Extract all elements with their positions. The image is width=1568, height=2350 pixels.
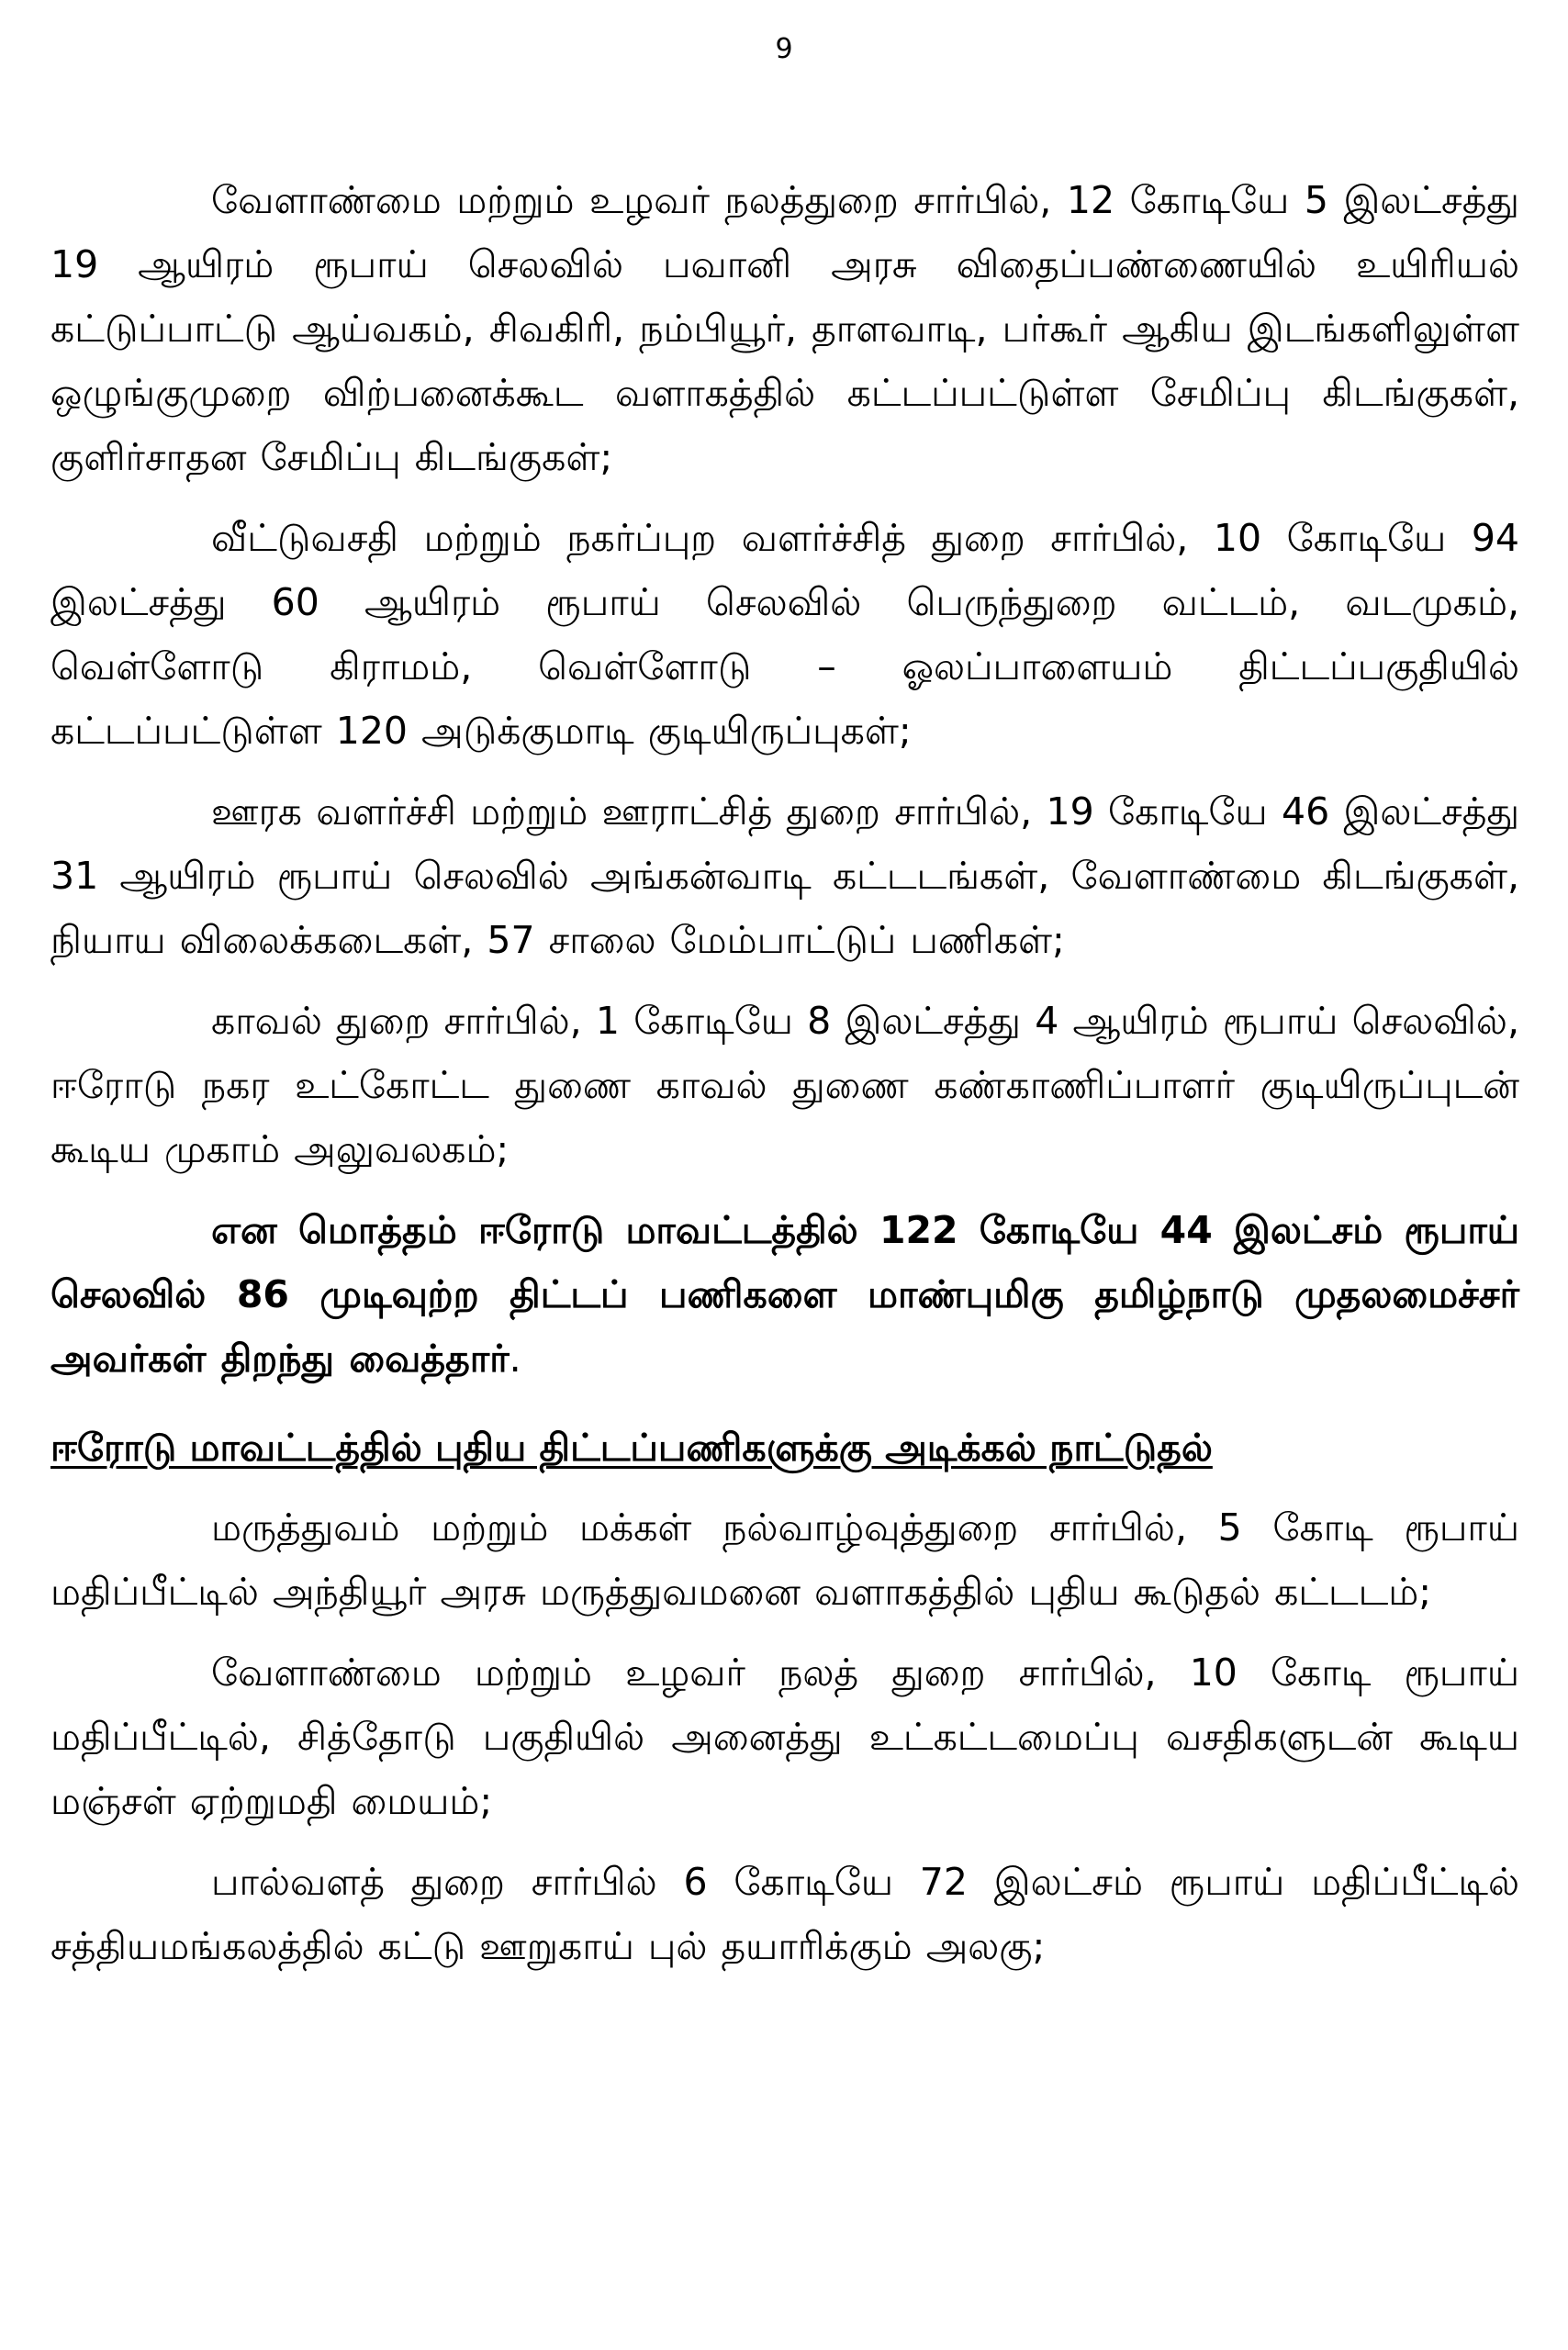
paragraph-police: காவல் துறை சார்பில், 1 கோடியே 8 இலட்சத்து 4 ஆயிரம் ரூபாய் செலவில், ஈரோடு நகர உட்கோட்ட துணை காவல் துணை கண்காணிப்பாளர் குடியிருப்புடன் கூடிய முகாம் அலுவலகம்; <box>50 999 1519 1171</box>
page-number: 9 <box>775 33 793 65</box>
paragraph-rural-development: ஊரக வளர்ச்சி மற்றும் ஊராட்சித் துறை சார்பில், 19 கோடியே 46 இலட்சத்து 31 ஆயிரம் ரூபாய் செலவில் அங்கன்வாடி கட்டடங்கள், வேளாண்மை கிடங்குகள், நியாய விலைக்கடைகள், 57 சாலை மேம்பாட்டுப் பணிகள்; <box>50 789 1519 962</box>
paragraph-summary <box>50 1198 1519 1391</box>
paragraph-turmeric-export: வேளாண்மை மற்றும் உழவர் நலத் துறை சார்பில், 10 கோடி ரூபாய் மதிப்பீட்டில், சித்தோடு பகுதியில் அனைத்து உட்கட்டமைப்பு வசதிகளுடன் கூடிய மஞ்சள் ஏற்றுமதி மையம்; <box>50 1651 1519 1823</box>
paragraph-housing: வீட்டுவசதி மற்றும் நகர்ப்புற வளர்ச்சித் துறை சார்பில், 10 கோடியே 94 இலட்சத்து 60 ஆயிரம் ரூபாய் செலவில் பெருந்துறை வட்டம், வடமுகம், வெள்ளோடு கிராமம், வெள்ளோடு – ஓலப்பாளையம் திட்டப்பகுதியில் கட்டப்பட்டுள்ள 120 அடுக்குமாடி குடியிருப்புகள்; <box>50 516 1519 753</box>
summary-bold-text: என மொத்தம் ஈரோடு மாவட்டத்தில் 122 கோடியே 44 இலட்சம் ரூபாய் செலவில் 86 முடிவுற்ற திட்டப் பணிகளை மாண்புமிகு தமிழ்நாடு முதலமைச்சர் அவர்கள் திறந்து வைத்தார் <box>50 1208 1519 1381</box>
paragraph-medical: மருத்துவம் மற்றும் மக்கள் நல்வாழ்வுத்துறை சார்பில், 5 கோடி ரூபாய் மதிப்பீட்டில் அந்தியூர் அரசு மருத்துவமனை வளாகத்தில் புதிய கூடுதல் கட்டடம்; <box>50 1505 1519 1614</box>
section-heading: ஈரோடு மாவட்டத்தில் புதிய திட்டப்பணிகளுக்கு அடிக்கல் நாட்டுதல் <box>50 1426 1213 1470</box>
page-content <box>50 168 1519 1978</box>
paragraph-agriculture: வேளாண்மை மற்றும் உழவர் நலத்துறை சார்பில், 12 கோடியே 5 இலட்சத்து 19 ஆயிரம் ரூபாய் செலவில் பவானி அரசு விதைப்பண்ணையில் உயிரியல் கட்டுப்பாட்டு ஆய்வகம், சிவகிரி, நம்பியூர், தாளவாடி, பர்கூர் ஆகிய இடங்களிலுள்ள ஒழுங்குமுறை விற்பனைக்கூட வளாகத்தில் கட்டப்பட்டுள்ள சேமிப்பு கிடங்குகள், குளிர்சாதன சேமிப்பு கிடங்குகள்; <box>50 178 1519 479</box>
paragraph-dairy: பால்வளத் துறை சார்பில் 6 கோடியே 72 இலட்சம் ரூபாய் மதிப்பீட்டில் சத்தியமங்கலத்தில் கட்டு ஊறுகாய் புல் தயாரிக்கும் அலகு; <box>50 1860 1519 1968</box>
summary-trailing: . <box>509 1337 521 1381</box>
